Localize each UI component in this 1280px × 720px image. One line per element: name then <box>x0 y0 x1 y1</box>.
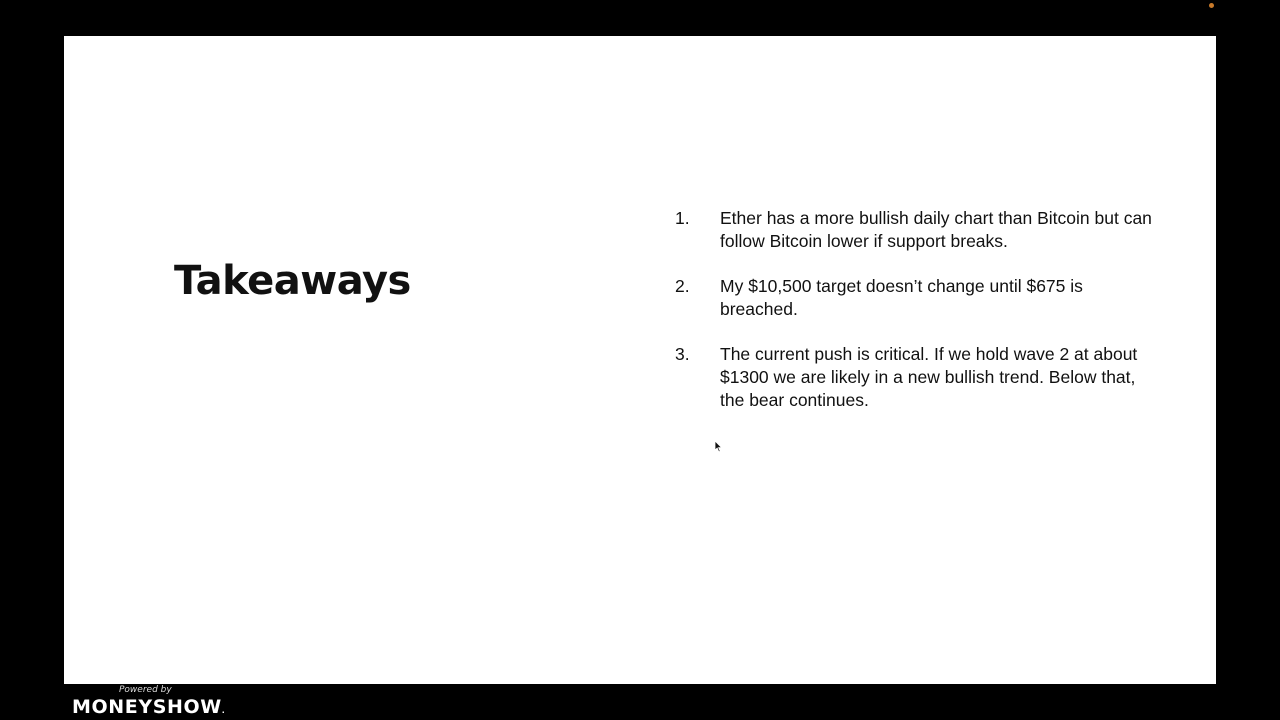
takeaway-item-1 <box>675 207 1155 253</box>
takeaway-number: 3. <box>675 344 690 364</box>
moneyshow-branding <box>72 684 272 720</box>
moneyshow-logo <box>72 696 225 718</box>
takeaway-number: 1. <box>675 208 690 228</box>
takeaway-number: 2. <box>675 276 690 296</box>
presentation-slide <box>64 36 1216 684</box>
takeaway-text: My $10,500 target doesn’t change until $675 is breached. <box>720 276 1083 319</box>
takeaway-text: Ether has a more bullish daily chart than Bitcoin but can follow Bitcoin lower if support breaks. <box>720 208 1152 251</box>
mouse-pointer-icon <box>714 440 723 453</box>
slide-title: Takeaways <box>174 258 411 304</box>
takeaway-item-3 <box>675 343 1155 412</box>
powered-by-label: Powered by <box>119 685 172 695</box>
takeaway-item-2 <box>675 275 1155 321</box>
takeaway-text: The current push is critical. If we hold wave 2 at about $1300 we are likely in a new bullish trend. Below that, the bear continues. <box>720 344 1138 410</box>
takeaway-list <box>675 207 1155 434</box>
brand-mark: . <box>221 706 226 715</box>
status-dot-indicator <box>1209 3 1214 8</box>
brand-name-text: MONEYSHOW <box>72 696 222 718</box>
